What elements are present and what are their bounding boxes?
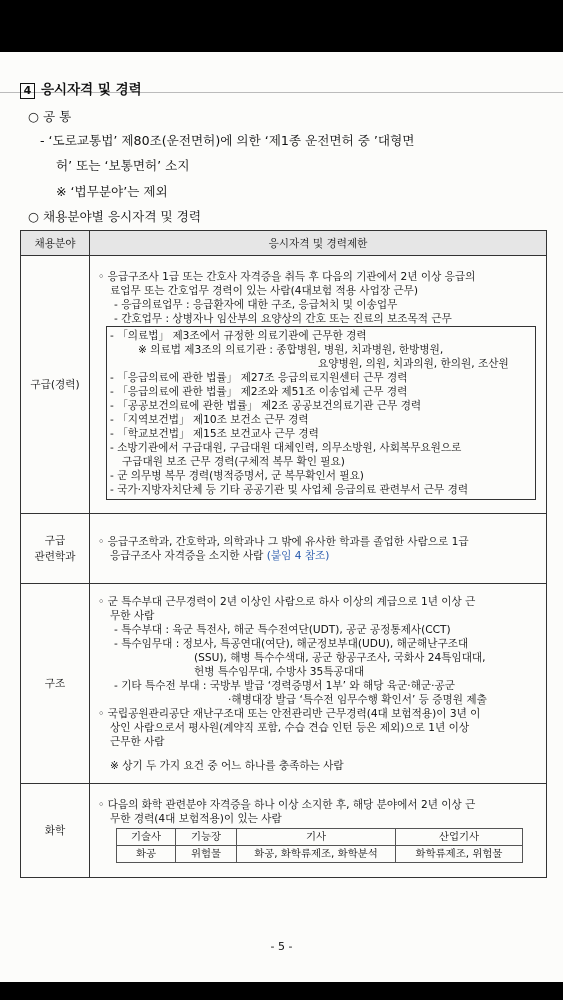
common-line-2: 허’ 또는 ‘보통면허’ 소지 [56, 158, 190, 173]
text-line: - 「의료법」 제3조에서 규정한 의료기관에 근무한 경력 [110, 329, 367, 342]
certificate-header: 산업기사 [396, 829, 523, 846]
category-cell: 화학 [21, 784, 90, 878]
text-line: - 소방기관에서 구급대원, 구급대원 대체인력, 의무소방원, 사회복무요원으로 [110, 441, 462, 454]
table-row [21, 584, 547, 784]
attachment-reference: (붙임 4 참조) [266, 549, 330, 562]
header-qualification: 응시자격 및 경력제한 [90, 231, 547, 256]
text-line: 응급구조사 자격증을 소지한 사람 [110, 549, 264, 562]
section-number-box: 4 [20, 83, 35, 99]
certificate-value: 화공, 화학류제조, 화학분석 [237, 846, 396, 863]
text-line: - 「학교보건법」 제15조 보건교사 근무 경력 [110, 427, 319, 440]
institution-box [106, 326, 536, 500]
table-row [21, 784, 547, 878]
text-line: 요양병원, 의원, 치과의원, 한의원, 조산원 [318, 357, 509, 370]
header-field: 채용분야 [21, 231, 90, 256]
text-line: 무한 사람 [110, 609, 155, 622]
section-title: 응시자격 및 경력 [41, 82, 142, 98]
qualification-cell [90, 256, 547, 514]
text-line: ◦ 응급구조사 1급 또는 간호사 자격증을 취득 후 다음의 기관에서 2년 이상 응급의 [98, 270, 476, 283]
by-field-heading: ○ 채용분야별 응시자격 및 경력 [28, 209, 201, 224]
section-heading [20, 78, 142, 99]
qualification-table [20, 230, 547, 878]
text-line: - 「공공보건의료에 관한 법률」 제2조 공공보건의료기관 근무 경력 [110, 399, 422, 412]
certificate-table [116, 828, 523, 863]
certificate-value: 화학류제조, 위험물 [396, 846, 523, 863]
text-line: ※ 의료법 제3조의 의료기관 : 종합병원, 병원, 치과병원, 한방병원, [138, 343, 444, 356]
category-cell: 구급(경력) [21, 256, 90, 514]
text-line: ·해병대장 발급 ‘특수전 임무수행 확인서’ 등 증명원 제출 [228, 693, 487, 706]
text-line: ◦ 응급구조학과, 간호학과, 의학과나 그 밖에 유사한 학과를 졸업한 사람으로 1급 [98, 535, 469, 548]
text-line: - 「지역보건법」 제10조 보건소 근무 경력 [110, 413, 309, 426]
bottom-black-bar [0, 982, 563, 1000]
certificate-header: 기사 [237, 829, 396, 846]
text-line: - 「응급의료에 관한 법률」 제27조 응급의료지원센터 근무 경력 [110, 371, 408, 384]
text-line: 근무한 사람 [110, 735, 165, 748]
category-label: 구급 관련학과 [34, 534, 76, 563]
common-heading: ○ 공 통 [28, 109, 72, 124]
text-line: 헌병 특수임무대, 수방사 35특공대대 [194, 665, 365, 678]
text-line: (SSU), 해병 특수수색대, 공군 항공구조사, 국화사 24특임대대, [194, 651, 486, 664]
text-line: - 특수임무대 : 정보사, 특공연대(여단), 해군정보부대(UDU), 해군해난구조대 [114, 637, 469, 650]
qualification-cell [90, 784, 547, 878]
text-line: - 국가·지방자치단체 등 기타 공공기관 및 사업체 응급의료 관련부서 근무 경력 [110, 483, 469, 496]
text-line: - 응급의료업무 : 응급환자에 대한 구조, 응급처치 및 이송업무 [114, 298, 398, 311]
text-line: ◦ 다음의 화학 관련분야 자격증을 하나 이상 소지한 후, 해당 분야에서 2년 이상 근 [98, 799, 476, 811]
text-line: ◦ 국립공원관리공단 재난구조대 또는 안전관리반 근무경력(4대 보험적용)이 3년 이 [98, 707, 481, 720]
category-cell [21, 514, 90, 584]
page-number: - 5 - [270, 940, 293, 953]
table-header-row [21, 231, 547, 256]
table-row [21, 514, 547, 584]
text-line: - 「응급의료에 관한 법률」 제2조와 제51조 이송업체 근무 경력 [110, 385, 408, 398]
text-line: - 기타 특수전 부대 : 국방부 발급 ‘경력증명서 1부’ 와 해당 육군·해군·공군 [114, 679, 455, 692]
common-line-1: - ‘도로교통법’ 제80조(운전면허)에 의한 ‘제1종 운전면허 중 ’대형면 [40, 133, 415, 148]
table-row [21, 256, 547, 514]
text-line: 무한 경력(4대 보험적용)이 있는 사람 [110, 813, 282, 825]
text-line: ◦ 군 특수부대 근무경력이 2년 이상인 사람으로 하사 이상의 계급으로 1년 이상 근 [98, 595, 476, 608]
certificate-value: 화공 [117, 846, 176, 863]
certificate-value: 위험물 [176, 846, 237, 863]
text-line: - 간호업무 : 상병자나 임산부의 요양상의 간호 또는 진료의 보조목적 근무 [114, 312, 452, 325]
top-black-bar [0, 0, 563, 52]
text-line: ※ 상기 두 가지 요건 중 어느 하나를 충족하는 사람 [110, 759, 344, 772]
text-line: 료업무 또는 간호업무 경력이 있는 사람(4대보험 적용 사업장 근무) [110, 284, 419, 297]
common-note: ※ ‘법무분야’는 제외 [56, 184, 168, 199]
text-line: - 군 의무병 복무 경력(병적증명서, 군 복무확인서 필요) [110, 469, 364, 482]
text-line: 상인 사람으로서 평사원(계약직 포함, 수습 견습 인턴 등은 제외)으로 1년 이상 [110, 721, 470, 734]
text-line: 구급대원 보조 근무 경력(구체적 복무 확인 필요) [122, 455, 345, 468]
category-cell: 구조 [21, 584, 90, 784]
text-line: - 특수부대 : 육군 특전사, 해군 특수전여단(UDT), 공군 공정통제사(CCT) [114, 623, 451, 636]
certificate-value-row [117, 846, 523, 863]
qualification-cell [90, 514, 547, 584]
certificate-header-row [117, 829, 523, 846]
qualification-cell [90, 584, 547, 784]
certificate-header: 기능장 [176, 829, 237, 846]
certificate-header: 기술사 [117, 829, 176, 846]
